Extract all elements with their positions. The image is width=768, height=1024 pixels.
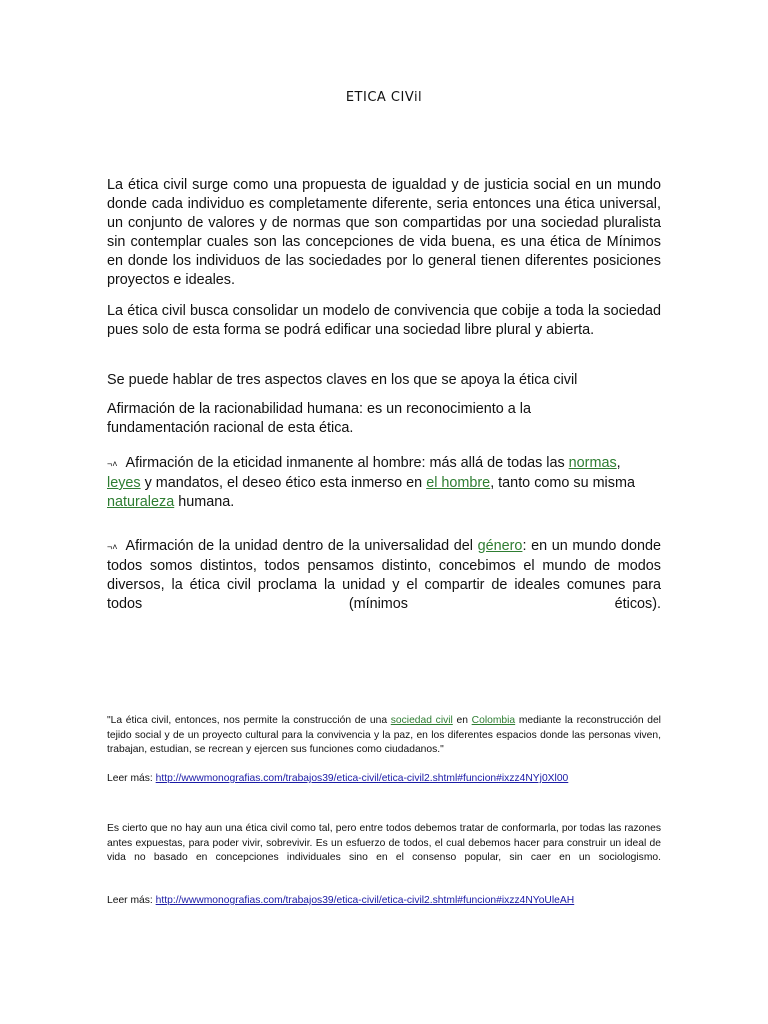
aspect-racionabilidad: Afirmación de la racionabilidad humana: es un reconocimiento a la fundamentación racional de esta ética. xyxy=(107,401,531,436)
source-link-1[interactable]: http://wwwmonografias.com/trabajos39/etica-civil/etica-civil2.shtml#funcion#ixzz4NYj0Xl00 xyxy=(155,773,569,784)
leer-mas-2: Leer más: http://wwwmonografias.com/trabajos39/etica-civil/etica-civil2.shtml#funcion#ixzz4NYoUleAH xyxy=(107,895,575,906)
source-link-2[interactable]: http://wwwmonografias.com/trabajos39/etica-civil/etica-civil2.shtml#funcion#ixzz4NYoUleAH xyxy=(155,895,575,906)
paragraph-intro: La ética civil surge como una propuesta de igualdad y de justicia social en un mundo donde cada individuo es completamente diferente, seria entonces una ética universal, un conjunto de valores y de normas que son compartidas por una sociedad pluralista sin contemplar cuales son las concepciones de vida buena, es una ética de Mínimos en donde los individuos de las sociedades por lo general tienen diferentes posiciones proyectos e ideales. xyxy=(107,177,661,288)
quote-sociedad-civil: "La ética civil, entonces, nos permite la construcción de una sociedad civil en Colombia mediante la reconstrucción del tejido social y de un proyecto cultural para la convivencia y la paz, en los diferentes espacios donde las personas viven, trabajan, estudian, se recrean y ejercen sus funciones como ciudadanos." xyxy=(107,715,661,755)
bullet-icon: ¬˄ xyxy=(107,542,118,552)
link-genero[interactable]: género xyxy=(477,538,523,554)
link-naturaleza[interactable]: naturaleza xyxy=(107,494,175,510)
link-colombia[interactable]: Colombia xyxy=(471,715,516,726)
link-normas[interactable]: normas xyxy=(568,455,617,471)
aspect-unidad: ¬˄ Afirmación de la unidad dentro de la universalidad del género: en un mundo donde todos somos distintos, todos pensamos distinto, concebimos el mundo de modos diversos, la ética civil proclama la unidad y el compartir de ideales comunes para todos (mínimos éticos). xyxy=(107,538,661,612)
link-sociedad-civil[interactable]: sociedad civil xyxy=(390,715,453,726)
paragraph-aspectos: Se puede hablar de tres aspectos claves en los que se apoya la ética civil xyxy=(107,372,578,388)
paragraph-conclusion: Es cierto que no hay aun una ética civil como tal, pero entre todos debemos tratar de conformarla, por todas las razones antes expuestas, para poder vivir, sobrevivir. Es un esfuerzo de todos, el cual debemos hacer para construir un ideal de vida no basado en concepciones individuales sino en el consenso popular, sin caer en un sociologismo. xyxy=(107,823,661,863)
link-el-hombre[interactable]: el hombre xyxy=(426,475,491,491)
link-leyes[interactable]: leyes xyxy=(107,475,141,491)
paragraph-convivencia: La ética civil busca consolidar un modelo de convivencia que cobije a toda la sociedad pues solo de esta forma se podrá edificar una sociedad libre plural y abierta. xyxy=(107,303,661,338)
page-title: ETICA CIVil xyxy=(345,90,423,105)
leer-mas-1: Leer más: http://wwwmonografias.com/trabajos39/etica-civil/etica-civil2.shtml#funcion#ixzz4NYj0Xl00 xyxy=(107,773,569,784)
aspect-eticidad: ¬˄ Afirmación de la eticidad inmanente al hombre: más allá de todas las normas, leyes y mandatos, el deseo ético esta inmerso en el hombre, tanto como su misma naturaleza humana. xyxy=(107,455,635,510)
bullet-icon: ¬˄ xyxy=(107,459,118,469)
